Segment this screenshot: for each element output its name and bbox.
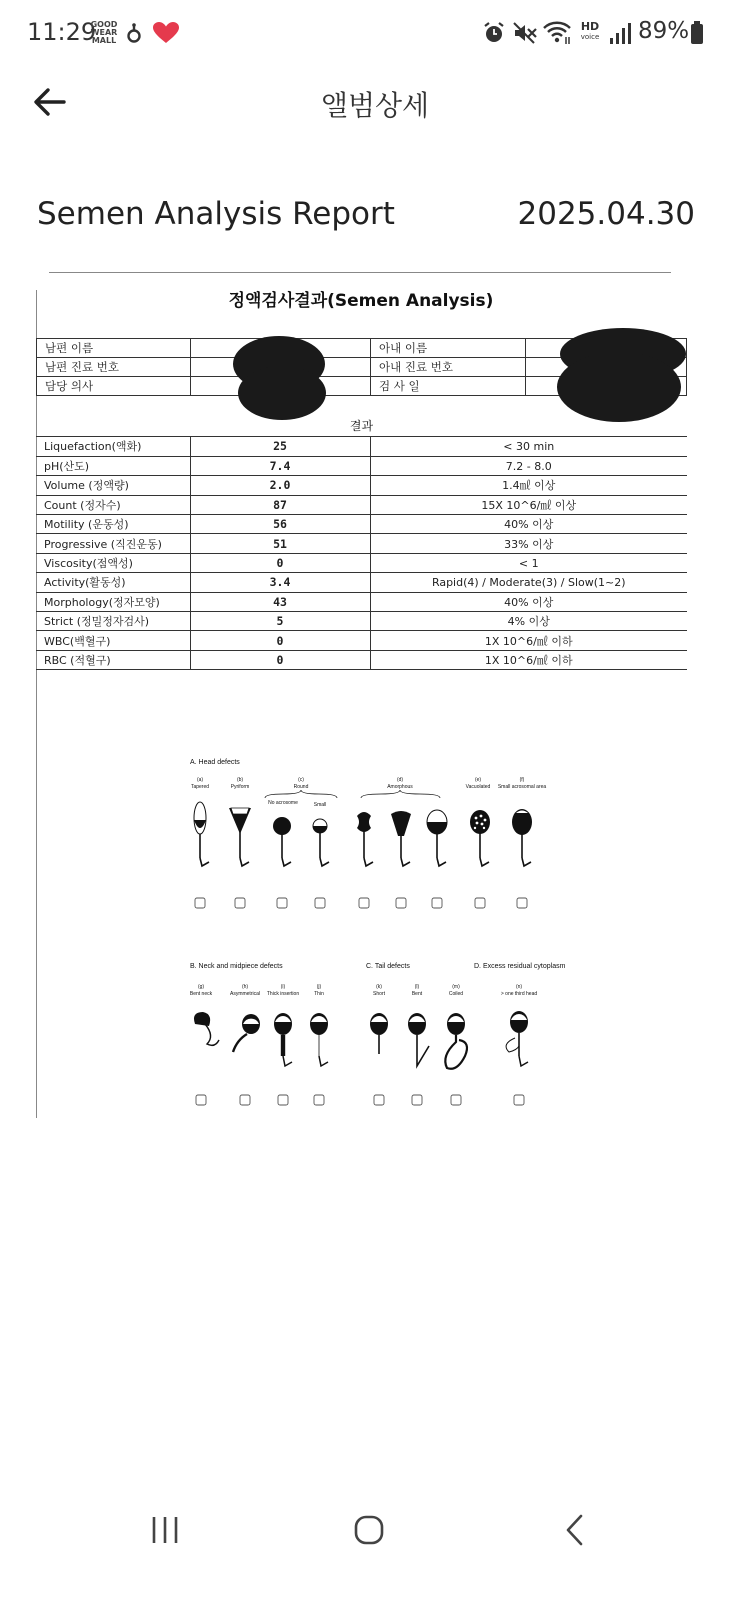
neck-defects-title: B. Neck and midpiece defects — [190, 963, 283, 970]
table-row — [36, 476, 687, 495]
defect-checkbox[interactable] — [517, 898, 527, 908]
result-name: WBC(백혈구) — [36, 631, 190, 650]
info-label: 남편 진료 번호 — [37, 358, 191, 377]
nav-back-button[interactable] — [544, 1508, 604, 1552]
defect-code: (a) — [196, 777, 204, 783]
home-button[interactable] — [339, 1508, 399, 1552]
result-name: Count (정자수) — [36, 495, 190, 514]
defect-code: (h) — [241, 984, 249, 990]
defect-label: Bent — [411, 991, 423, 997]
result-value: 56 — [190, 515, 370, 534]
result-value: 43 — [190, 592, 370, 611]
album-date: 2025.04.30 — [517, 196, 695, 232]
defect-checkbox[interactable] — [278, 1095, 288, 1105]
defect-checkbox[interactable] — [195, 898, 205, 908]
defect-label: Thick insertion — [266, 991, 300, 997]
table-row — [36, 612, 687, 631]
result-reference: < 30 min — [370, 437, 687, 456]
result-reference: 33% 이상 — [370, 534, 687, 553]
battery-icon — [690, 21, 704, 45]
result-value: 5 — [190, 612, 370, 631]
nav-back-icon — [563, 1513, 585, 1547]
defect-code: (c) — [298, 777, 304, 783]
info-label: 담당 의사 — [37, 377, 191, 396]
table-row — [36, 650, 687, 669]
result-name: Progressive (직진운동) — [36, 534, 190, 553]
result-value: 51 — [190, 534, 370, 553]
defect-label: Coiled — [448, 991, 464, 997]
result-value: 2.0 — [190, 476, 370, 495]
table-row — [36, 534, 687, 553]
result-reference: 4% 이상 — [370, 612, 687, 631]
defect-checkbox[interactable] — [196, 1095, 206, 1105]
defect-code: (m) — [452, 984, 460, 990]
defect-label: Short — [373, 991, 385, 997]
defect-checkbox[interactable] — [277, 898, 287, 908]
table-row — [36, 437, 687, 456]
report-title: 정액검사결과(Semen Analysis) — [228, 291, 494, 311]
defect-label: No acrosome — [268, 800, 298, 806]
defect-checkbox[interactable] — [240, 1095, 250, 1105]
info-label: 검 사 일 — [371, 377, 526, 396]
result-reference: Rapid(4) / Moderate(3) / Slow(1~2) — [370, 573, 687, 592]
defect-code: (n) — [515, 984, 523, 990]
heart-icon — [152, 21, 180, 45]
defect-label: Round — [293, 784, 309, 790]
report-left-edge — [36, 290, 37, 1118]
recent-apps-icon — [149, 1515, 181, 1545]
table-row — [36, 456, 687, 475]
result-value: 7.4 — [190, 456, 370, 475]
result-name: Motility (운동성) — [36, 515, 190, 534]
result-name: RBC (적혈구) — [36, 650, 190, 669]
defect-checkbox[interactable] — [359, 898, 369, 908]
album-title: Semen Analysis Report — [37, 196, 395, 232]
defect-label: Bent neck — [189, 991, 213, 997]
defect-label: Amorphous — [387, 784, 413, 790]
defect-code: (f) — [519, 777, 525, 783]
alarm-icon — [482, 21, 506, 45]
system-nav-bar — [0, 1490, 750, 1570]
home-icon — [352, 1513, 386, 1547]
result-name: Strict (정밀정자검사) — [36, 612, 190, 631]
defect-checkbox[interactable] — [235, 898, 245, 908]
results-table — [36, 437, 687, 670]
report-top-divider — [49, 272, 671, 273]
defect-checkbox[interactable] — [475, 898, 485, 908]
result-name: Liquefaction(액화) — [36, 437, 190, 456]
defect-code: (j) — [316, 984, 322, 990]
status-bar — [0, 0, 750, 66]
defect-label: Asymmetrical — [229, 991, 261, 997]
defect-code: (k) — [376, 984, 382, 990]
defect-checkbox[interactable] — [451, 1095, 461, 1105]
defect-code: (d) — [396, 777, 404, 783]
sperm-morphology-diagram — [185, 756, 585, 1116]
defect-code: (i) — [280, 984, 286, 990]
status-time: 11:29 — [27, 18, 97, 46]
redaction-mark — [238, 366, 326, 420]
result-name: pH(산도) — [36, 456, 190, 475]
info-label: 남편 이름 — [37, 339, 191, 358]
result-name: Activity(활동성) — [36, 573, 190, 592]
result-value: 0 — [190, 650, 370, 669]
result-value: 0 — [190, 631, 370, 650]
result-reference: 40% 이상 — [370, 515, 687, 534]
defect-checkbox[interactable] — [315, 898, 325, 908]
result-name: Viscosity(점액성) — [36, 553, 190, 572]
signal-icon — [607, 21, 631, 45]
defect-checkbox[interactable] — [412, 1095, 422, 1105]
result-reference: 1.4㎖ 이상 — [370, 476, 687, 495]
result-header: 결과 — [36, 417, 687, 437]
result-reference: 1X 10^6/㎖ 이하 — [370, 650, 687, 669]
result-reference: 1X 10^6/㎖ 이하 — [370, 631, 687, 650]
defect-label: Pyriform — [230, 784, 250, 790]
mute-icon — [512, 21, 538, 45]
defect-checkbox[interactable] — [314, 1095, 324, 1105]
result-value: 0 — [190, 553, 370, 572]
wifi-icon — [542, 19, 572, 45]
result-reference: < 1 — [370, 553, 687, 572]
notification-app-icon — [126, 22, 142, 44]
table-row — [36, 592, 687, 611]
info-label: 아내 이름 — [371, 339, 526, 358]
result-name: Morphology(정자모양) — [36, 592, 190, 611]
defect-checkbox[interactable] — [374, 1095, 384, 1105]
result-name: Volume (정액량) — [36, 476, 190, 495]
good-wear-mall-logo: GOOD WEAR MALL — [90, 20, 118, 45]
page-title: 앨범상세 — [320, 89, 430, 122]
battery-percent: 89% — [638, 18, 690, 44]
defect-label: Vacuolated — [465, 784, 491, 790]
result-value: 25 — [190, 437, 370, 456]
redaction-mark — [557, 352, 681, 422]
head-defects-title: A. Head defects — [190, 759, 240, 766]
defect-code: (l) — [414, 984, 420, 990]
defect-code: (e) — [474, 777, 482, 783]
info-label: 아내 진료 번호 — [371, 358, 526, 377]
table-row — [36, 553, 687, 572]
defect-label: Thin — [314, 991, 324, 997]
table-row — [36, 495, 687, 514]
hd-voice-icon: HD voice — [580, 20, 600, 41]
defect-checkbox[interactable] — [514, 1095, 524, 1105]
result-reference: 15X 10^6/㎖ 이상 — [370, 495, 687, 514]
result-reference: 7.2 - 8.0 — [370, 456, 687, 475]
recent-apps-button[interactable] — [135, 1508, 195, 1552]
report-image[interactable] — [35, 270, 687, 1118]
result-reference: 40% 이상 — [370, 592, 687, 611]
defect-label: > one third head — [500, 991, 538, 997]
table-row — [36, 573, 687, 592]
defect-label: Tapered — [190, 784, 210, 790]
defect-label: Small acrosomal area — [497, 784, 547, 790]
table-row — [36, 631, 687, 650]
tail-defects-title: C. Tail defects — [366, 963, 410, 970]
defect-label: Small — [313, 802, 327, 808]
result-value: 87 — [190, 495, 370, 514]
defect-code: (g) — [197, 984, 205, 990]
table-row — [36, 515, 687, 534]
cytoplasm-defects-title: D. Excess residual cytoplasm — [474, 963, 566, 970]
defect-code: (b) — [236, 777, 244, 783]
defect-checkbox[interactable] — [396, 898, 406, 908]
app-header — [0, 70, 750, 136]
defect-checkbox[interactable] — [432, 898, 442, 908]
result-value: 3.4 — [190, 573, 370, 592]
